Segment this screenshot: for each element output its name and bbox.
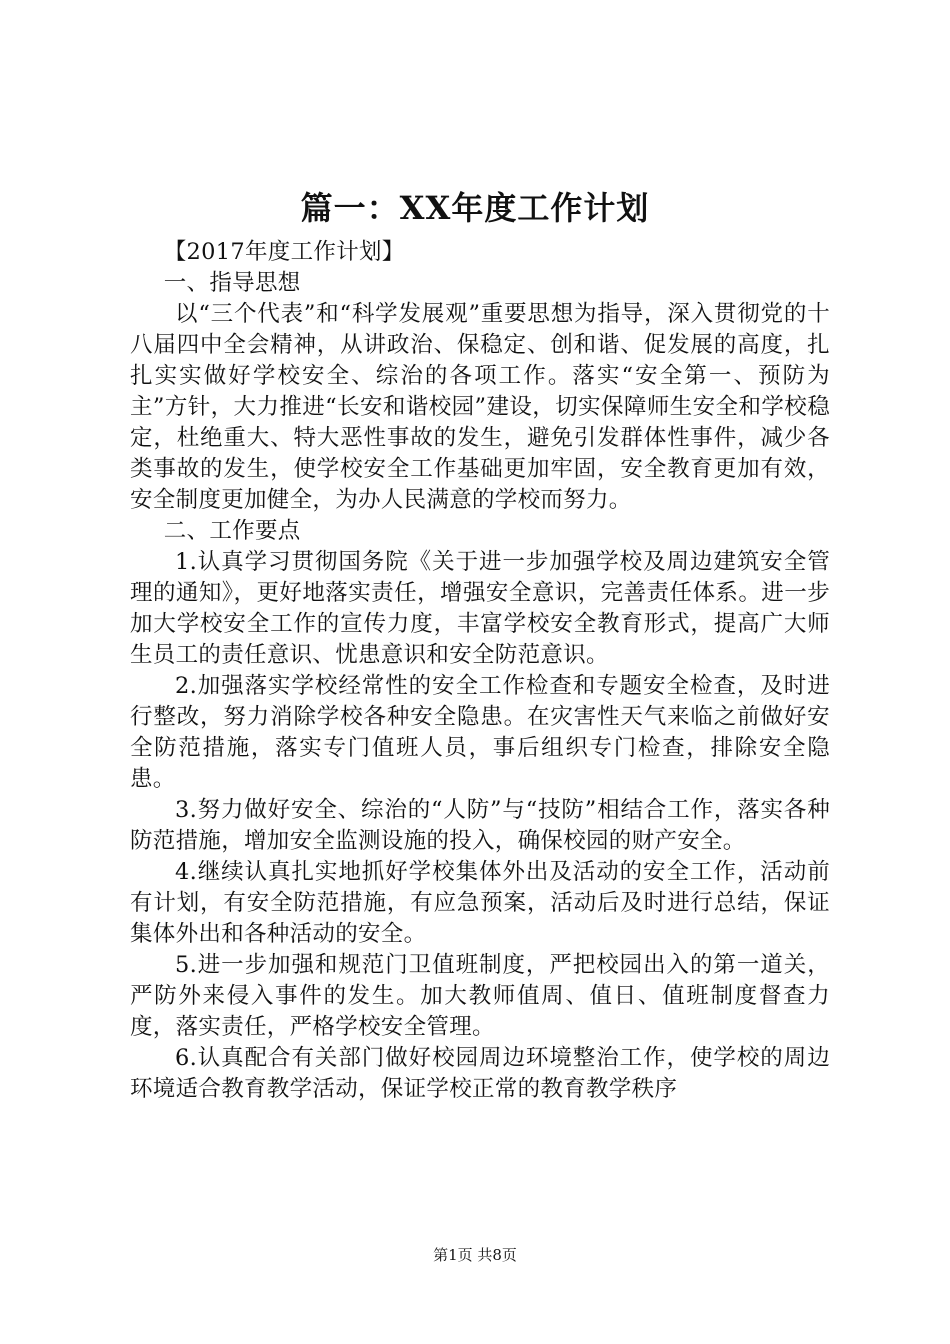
page-number: 第1页 共8页	[433, 1246, 517, 1264]
work-point-2: 2.加强落实学校经常性的安全工作检查和专题安全检查，及时进行整改，努力消除学校各种安全隐患。在灾害性天气来临之前做好安全防范措施，落实专门值班人员，事后组织专门检查，排除安全隐患。	[130, 673, 830, 792]
work-point-4: 4.继续认真扎实地抓好学校集体外出及活动的安全工作，活动前有计划，有安全防范措施，有应急预案，活动后及时进行总结，保证集体外出和各种活动的安全。	[130, 859, 830, 947]
section-heading-guiding-thought: 一、指导思想	[163, 270, 301, 296]
work-point-6: 6.认真配合有关部门做好校园周边环境整治工作，使学校的周边环境适合教育教学活动，保证学校正常的教育教学秩序	[130, 1045, 830, 1102]
paragraph-guiding-thought: 以“三个代表”和“科学发展观”重要思想为指导，深入贯彻党的十八届四中全会精神，从讲政治、保稳定、创和谐、促发展的高度，扎扎实实做好学校安全、综治的各项工作。落实“安全第一、预防为主”方针，大力推进“长安和谐校园”建设，切实保障师生安全和学校稳定，杜绝重大、特大恶性事故的发生，避免引发群体性事件，减少各类事故的发生，使学校安全工作基础更加牢固，安全教育更加有效，安全制度更加健全，为办人民满意的学校而努力。	[130, 301, 830, 513]
work-point-5: 5.进一步加强和规范门卫值班制度，严把校园出入的第一道关，严防外来侵入事件的发生。加大教师值周、值日、值班制度督查力度，落实责任，严格学校安全管理。	[130, 952, 830, 1040]
document-title: 篇一：XX年度工作计划	[300, 189, 650, 227]
section-heading-year-plan: 【2017年度工作计划】	[163, 239, 405, 265]
work-point-3: 3.努力做好安全、综治的“人防”与“技防”相结合工作，落实各种防范措施，增加安全监测设施的投入，确保校园的财产安全。	[130, 797, 830, 854]
work-point-1: 1.认真学习贯彻国务院《关于进一步加强学校及周边建筑安全管理的通知》，更好地落实责任，增强安全意识，完善责任体系。进一步加大学校安全工作的宣传力度，丰富学校安全教育形式，提高广大师生员工的责任意识、忧患意识和安全防范意识。	[130, 549, 830, 668]
document-body	[130, 237, 830, 1105]
section-heading-work-points: 二、工作要点	[163, 518, 301, 544]
